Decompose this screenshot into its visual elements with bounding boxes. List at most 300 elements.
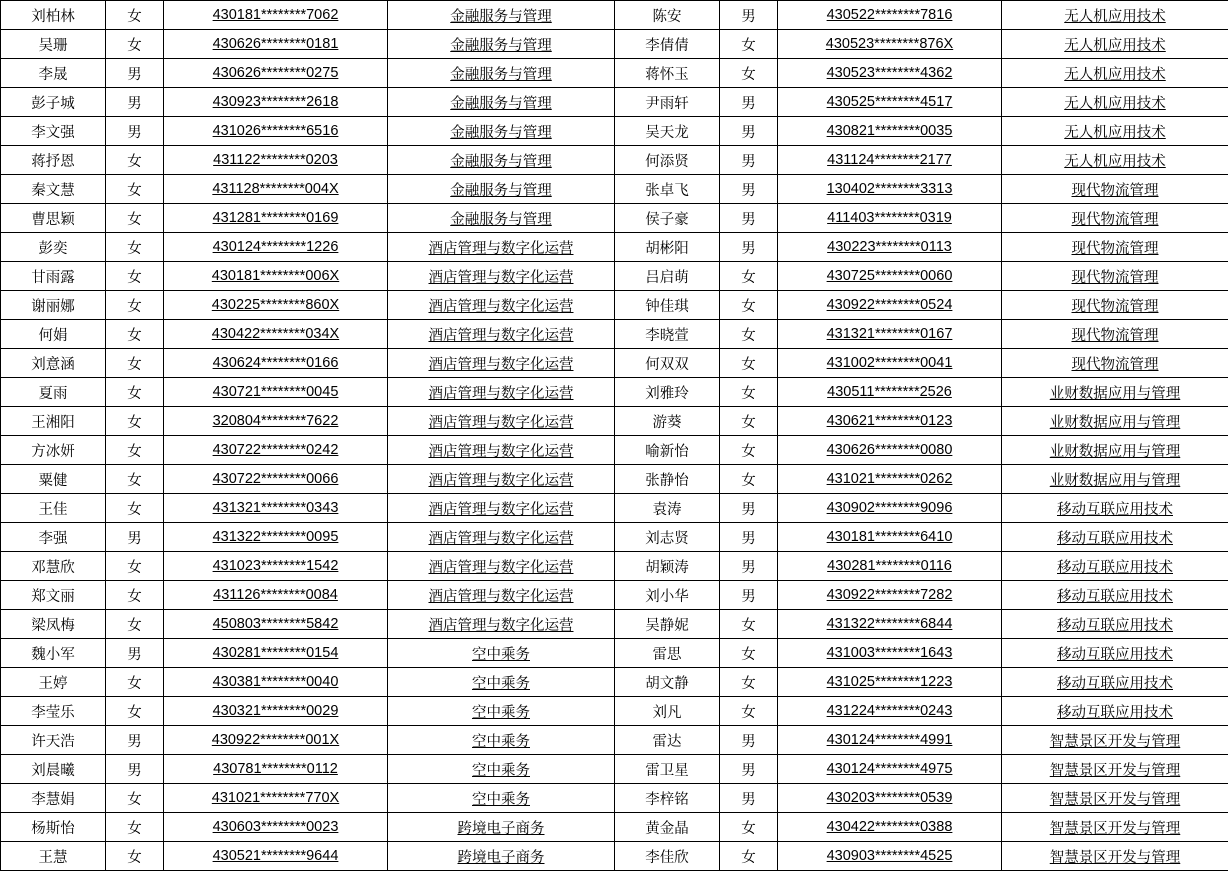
major-text: 酒店管理与数字化运营 <box>429 328 574 344</box>
cell-student-id-number <box>778 1 1002 30</box>
major-text: 无人机应用技术 <box>1064 9 1166 25</box>
major-text: 现代物流管理 <box>1072 241 1159 257</box>
cell-student-id-number <box>778 59 1002 88</box>
cell-student-gender: 女 <box>106 697 164 726</box>
cell-student-major <box>1002 1 1228 30</box>
cell-student-id-number <box>778 552 1002 581</box>
table-row <box>1 175 1228 204</box>
id-number-text: 431021********770X <box>212 790 339 806</box>
cell-student-major <box>388 755 615 784</box>
id-number-text: 430203********0539 <box>827 790 953 806</box>
cell-student-gender: 女 <box>106 291 164 320</box>
table-row <box>1 436 1228 465</box>
cell-student-gender: 女 <box>106 175 164 204</box>
cell-student-id-number <box>164 465 388 494</box>
id-number-text: 430624********0166 <box>213 355 339 371</box>
cell-student-id-number <box>164 610 388 639</box>
cell-student-id-number <box>778 697 1002 726</box>
cell-student-gender: 男 <box>720 494 778 523</box>
id-number-text: 430603********0023 <box>213 819 339 835</box>
id-number-text: 430521********9644 <box>213 848 339 864</box>
cell-student-name: 钟佳琪 <box>615 291 720 320</box>
major-text: 移动互联应用技术 <box>1057 502 1173 518</box>
id-number-text: 411403********0319 <box>827 210 952 226</box>
major-text: 无人机应用技术 <box>1064 96 1166 112</box>
cell-student-id-number <box>778 639 1002 668</box>
cell-student-name: 李晟 <box>1 59 106 88</box>
major-text: 酒店管理与数字化运营 <box>429 531 574 547</box>
cell-student-major <box>388 88 615 117</box>
cell-student-id-number <box>164 262 388 291</box>
cell-student-gender: 男 <box>106 59 164 88</box>
major-text: 空中乘务 <box>472 705 530 721</box>
major-text: 酒店管理与数字化运营 <box>429 473 574 489</box>
id-number-text: 430922********7282 <box>827 587 953 603</box>
cell-student-name: 吕启萌 <box>615 262 720 291</box>
cell-student-name: 雷卫星 <box>615 755 720 784</box>
cell-student-gender: 男 <box>106 639 164 668</box>
cell-student-gender: 女 <box>720 813 778 842</box>
cell-student-name: 刘意涵 <box>1 349 106 378</box>
major-text: 酒店管理与数字化运营 <box>429 357 574 373</box>
cell-student-major <box>1002 523 1228 552</box>
cell-student-major <box>1002 117 1228 146</box>
cell-student-name: 梁凤梅 <box>1 610 106 639</box>
table-row <box>1 581 1228 610</box>
cell-student-major <box>1002 465 1228 494</box>
cell-student-id-number <box>164 523 388 552</box>
id-number-text: 430281********0116 <box>827 558 952 574</box>
cell-student-major <box>1002 755 1228 784</box>
cell-student-name: 刘志贤 <box>615 523 720 552</box>
cell-student-id-number <box>164 668 388 697</box>
cell-student-id-number <box>778 30 1002 59</box>
major-text: 酒店管理与数字化运营 <box>429 589 574 605</box>
major-text: 移动互联应用技术 <box>1057 647 1173 663</box>
id-number-text: 430281********0154 <box>213 645 339 661</box>
cell-student-name: 秦文慧 <box>1 175 106 204</box>
cell-student-gender: 女 <box>720 465 778 494</box>
id-number-text: 430626********0275 <box>213 65 339 81</box>
cell-student-major <box>388 639 615 668</box>
cell-student-gender: 女 <box>720 436 778 465</box>
cell-student-id-number <box>164 59 388 88</box>
cell-student-name: 曹思颖 <box>1 204 106 233</box>
cell-student-gender: 女 <box>106 233 164 262</box>
cell-student-major <box>1002 349 1228 378</box>
cell-student-name: 彭子城 <box>1 88 106 117</box>
table-row <box>1 465 1228 494</box>
cell-student-id-number <box>778 465 1002 494</box>
cell-student-name: 刘柏林 <box>1 1 106 30</box>
cell-student-id-number <box>164 494 388 523</box>
cell-student-gender: 女 <box>106 610 164 639</box>
cell-student-major <box>388 175 615 204</box>
cell-student-name: 吴静妮 <box>615 610 720 639</box>
major-text: 酒店管理与数字化运营 <box>429 386 574 402</box>
cell-student-id-number <box>164 842 388 871</box>
cell-student-major <box>1002 842 1228 871</box>
cell-student-name: 李莹乐 <box>1 697 106 726</box>
id-number-text: 430922********001X <box>212 732 339 748</box>
cell-student-id-number <box>164 726 388 755</box>
id-number-text: 430626********0181 <box>213 36 339 52</box>
major-text: 移动互联应用技术 <box>1057 531 1173 547</box>
table-row <box>1 320 1228 349</box>
cell-student-gender: 女 <box>106 262 164 291</box>
major-text: 酒店管理与数字化运营 <box>429 241 574 257</box>
major-text: 跨境电子商务 <box>458 850 545 866</box>
cell-student-major <box>388 30 615 59</box>
cell-student-name: 郑文丽 <box>1 581 106 610</box>
cell-student-major <box>388 262 615 291</box>
cell-student-gender: 女 <box>106 1 164 30</box>
major-text: 空中乘务 <box>472 734 530 750</box>
cell-student-id-number <box>778 813 1002 842</box>
id-number-text: 320804********7622 <box>213 413 339 429</box>
cell-student-id-number <box>164 349 388 378</box>
id-number-text: 430725********0060 <box>827 268 953 284</box>
major-text: 空中乘务 <box>472 763 530 779</box>
cell-student-id-number <box>164 175 388 204</box>
cell-student-gender: 男 <box>720 117 778 146</box>
cell-student-name: 何添贤 <box>615 146 720 175</box>
id-number-text: 431023********1542 <box>213 558 339 574</box>
cell-student-name: 李慧娟 <box>1 784 106 813</box>
table-row <box>1 552 1228 581</box>
cell-student-id-number <box>164 1 388 30</box>
cell-student-gender: 男 <box>720 726 778 755</box>
major-text: 酒店管理与数字化运营 <box>429 560 574 576</box>
cell-student-id-number <box>164 30 388 59</box>
cell-student-gender: 女 <box>720 610 778 639</box>
cell-student-gender: 女 <box>106 813 164 842</box>
cell-student-gender: 女 <box>106 204 164 233</box>
cell-student-name: 刘雅玲 <box>615 378 720 407</box>
cell-student-id-number <box>778 349 1002 378</box>
cell-student-major <box>388 59 615 88</box>
table-row <box>1 30 1228 59</box>
major-text: 酒店管理与数字化运营 <box>429 444 574 460</box>
table-row <box>1 726 1228 755</box>
major-text: 金融服务与管理 <box>450 183 552 199</box>
cell-student-major <box>1002 726 1228 755</box>
cell-student-id-number <box>164 784 388 813</box>
cell-student-gender: 女 <box>720 378 778 407</box>
id-number-text: 430626********0080 <box>827 442 953 458</box>
cell-student-gender: 男 <box>720 233 778 262</box>
cell-student-gender: 男 <box>106 755 164 784</box>
table-row <box>1 146 1228 175</box>
cell-student-name: 谢丽娜 <box>1 291 106 320</box>
cell-student-name: 刘凡 <box>615 697 720 726</box>
cell-student-gender: 女 <box>106 378 164 407</box>
cell-student-major <box>388 436 615 465</box>
cell-student-name: 袁涛 <box>615 494 720 523</box>
cell-student-id-number <box>164 436 388 465</box>
table-row <box>1 117 1228 146</box>
cell-student-major <box>1002 59 1228 88</box>
cell-student-major <box>388 697 615 726</box>
cell-student-id-number <box>164 146 388 175</box>
cell-student-major <box>388 146 615 175</box>
cell-student-gender: 女 <box>720 291 778 320</box>
cell-student-gender: 男 <box>106 726 164 755</box>
cell-student-id-number <box>778 842 1002 871</box>
id-number-text: 431124********2177 <box>827 152 952 168</box>
cell-student-name: 吴天龙 <box>615 117 720 146</box>
cell-student-major <box>1002 204 1228 233</box>
id-number-text: 430321********0029 <box>213 703 339 719</box>
cell-student-id-number <box>778 262 1002 291</box>
cell-student-gender: 女 <box>106 436 164 465</box>
major-text: 无人机应用技术 <box>1064 38 1166 54</box>
cell-student-id-number <box>778 204 1002 233</box>
cell-student-name: 胡颖涛 <box>615 552 720 581</box>
table-row <box>1 842 1228 871</box>
cell-student-name: 李佳欣 <box>615 842 720 871</box>
id-number-text: 430381********0040 <box>213 674 339 690</box>
table-row <box>1 349 1228 378</box>
major-text: 现代物流管理 <box>1072 357 1159 373</box>
major-text: 业财数据应用与管理 <box>1050 473 1181 489</box>
cell-student-gender: 女 <box>720 697 778 726</box>
cell-student-name: 游葵 <box>615 407 720 436</box>
major-text: 现代物流管理 <box>1072 328 1159 344</box>
cell-student-id-number <box>778 726 1002 755</box>
major-text: 金融服务与管理 <box>450 96 552 112</box>
cell-student-id-number <box>164 813 388 842</box>
cell-student-name: 王佳 <box>1 494 106 523</box>
cell-student-gender: 男 <box>720 784 778 813</box>
cell-student-id-number <box>164 639 388 668</box>
cell-student-id-number <box>164 117 388 146</box>
cell-student-gender: 男 <box>720 552 778 581</box>
cell-student-name: 张静怡 <box>615 465 720 494</box>
cell-student-major <box>1002 291 1228 320</box>
major-text: 无人机应用技术 <box>1064 125 1166 141</box>
cell-student-major <box>388 291 615 320</box>
cell-student-gender: 男 <box>720 523 778 552</box>
major-text: 金融服务与管理 <box>450 125 552 141</box>
cell-student-name: 侯子豪 <box>615 204 720 233</box>
major-text: 现代物流管理 <box>1072 212 1159 228</box>
major-text: 无人机应用技术 <box>1064 67 1166 83</box>
table-row <box>1 262 1228 291</box>
cell-student-gender: 男 <box>106 117 164 146</box>
cell-student-id-number <box>778 755 1002 784</box>
cell-student-name: 方冰妍 <box>1 436 106 465</box>
cell-student-gender: 女 <box>106 30 164 59</box>
major-text: 金融服务与管理 <box>450 9 552 25</box>
cell-student-gender: 女 <box>106 552 164 581</box>
cell-student-name: 杨斯怡 <box>1 813 106 842</box>
major-text: 空中乘务 <box>472 676 530 692</box>
cell-student-id-number <box>778 117 1002 146</box>
cell-student-name: 粟健 <box>1 465 106 494</box>
cell-student-gender: 女 <box>106 146 164 175</box>
major-text: 智慧景区开发与管理 <box>1050 792 1181 808</box>
cell-student-id-number <box>164 320 388 349</box>
cell-student-major <box>388 813 615 842</box>
cell-student-name: 胡文静 <box>615 668 720 697</box>
table-row <box>1 378 1228 407</box>
cell-student-gender: 女 <box>720 59 778 88</box>
table-row <box>1 755 1228 784</box>
table-row <box>1 813 1228 842</box>
cell-student-major <box>1002 813 1228 842</box>
cell-student-name: 夏雨 <box>1 378 106 407</box>
id-number-text: 431281********0169 <box>213 210 339 226</box>
cell-student-name: 吴珊 <box>1 30 106 59</box>
cell-student-name: 蒋抒恩 <box>1 146 106 175</box>
cell-student-major <box>388 523 615 552</box>
cell-student-name: 彭奕 <box>1 233 106 262</box>
cell-student-name: 何双双 <box>615 349 720 378</box>
cell-student-major <box>1002 146 1228 175</box>
id-number-text: 430223********0113 <box>827 239 952 255</box>
cell-student-name: 张卓飞 <box>615 175 720 204</box>
cell-student-id-number <box>164 204 388 233</box>
major-text: 移动互联应用技术 <box>1057 560 1173 576</box>
cell-student-name: 王慧 <box>1 842 106 871</box>
table-row <box>1 291 1228 320</box>
id-number-text: 430422********0388 <box>827 819 953 835</box>
table-row <box>1 668 1228 697</box>
cell-student-major <box>1002 262 1228 291</box>
cell-student-major <box>388 378 615 407</box>
cell-student-major <box>388 465 615 494</box>
cell-student-name: 许天浩 <box>1 726 106 755</box>
major-text: 酒店管理与数字化运营 <box>429 502 574 518</box>
id-number-text: 430722********0066 <box>213 471 339 487</box>
cell-student-id-number <box>164 88 388 117</box>
table-row <box>1 59 1228 88</box>
cell-student-gender: 男 <box>720 1 778 30</box>
id-number-text: 430821********0035 <box>827 123 953 139</box>
cell-student-major <box>388 610 615 639</box>
cell-student-id-number <box>778 175 1002 204</box>
cell-student-name: 胡彬阳 <box>615 233 720 262</box>
major-text: 业财数据应用与管理 <box>1050 415 1181 431</box>
cell-student-name: 李梓铭 <box>615 784 720 813</box>
cell-student-gender: 女 <box>106 349 164 378</box>
id-number-text: 430124********1226 <box>213 239 339 255</box>
table-row <box>1 639 1228 668</box>
id-number-text: 450803********5842 <box>213 616 339 632</box>
table-row <box>1 233 1228 262</box>
cell-student-gender: 女 <box>106 668 164 697</box>
id-number-text: 430124********4991 <box>827 732 953 748</box>
id-number-text: 430225********860X <box>212 297 339 313</box>
id-number-text: 430722********0242 <box>213 442 339 458</box>
cell-student-id-number <box>778 784 1002 813</box>
cell-student-major <box>388 117 615 146</box>
cell-student-id-number <box>778 407 1002 436</box>
cell-student-gender: 男 <box>720 175 778 204</box>
cell-student-name: 魏小军 <box>1 639 106 668</box>
cell-student-id-number <box>164 581 388 610</box>
cell-student-id-number <box>778 523 1002 552</box>
cell-student-id-number <box>164 552 388 581</box>
major-text: 跨境电子商务 <box>458 821 545 837</box>
cell-student-name: 刘小华 <box>615 581 720 610</box>
cell-student-name: 邓慧欣 <box>1 552 106 581</box>
id-number-text: 431321********0167 <box>827 326 953 342</box>
id-number-text: 430523********876X <box>826 36 953 52</box>
cell-student-gender: 男 <box>720 755 778 784</box>
id-number-text: 431002********0041 <box>827 355 953 371</box>
major-text: 智慧景区开发与管理 <box>1050 763 1181 779</box>
id-number-text: 430923********2618 <box>213 94 339 110</box>
cell-student-major <box>388 494 615 523</box>
id-number-text: 430781********0112 <box>213 761 338 777</box>
cell-student-major <box>388 407 615 436</box>
cell-student-gender: 女 <box>106 320 164 349</box>
cell-student-name: 蒋怀玉 <box>615 59 720 88</box>
cell-student-id-number <box>164 233 388 262</box>
id-number-text: 430181********006X <box>212 268 339 284</box>
cell-student-id-number <box>778 233 1002 262</box>
cell-student-major <box>388 784 615 813</box>
cell-student-major <box>1002 407 1228 436</box>
id-number-text: 430181********6410 <box>827 529 953 545</box>
cell-student-gender: 女 <box>106 494 164 523</box>
cell-student-gender: 女 <box>720 668 778 697</box>
cell-student-id-number <box>778 378 1002 407</box>
table-row <box>1 407 1228 436</box>
major-text: 业财数据应用与管理 <box>1050 444 1181 460</box>
cell-student-id-number <box>778 146 1002 175</box>
id-number-text: 430922********0524 <box>827 297 953 313</box>
cell-student-major <box>1002 581 1228 610</box>
major-text: 酒店管理与数字化运营 <box>429 270 574 286</box>
cell-student-major <box>1002 639 1228 668</box>
cell-student-major <box>1002 668 1228 697</box>
major-text: 空中乘务 <box>472 792 530 808</box>
cell-student-name: 甘雨露 <box>1 262 106 291</box>
major-text: 移动互联应用技术 <box>1057 589 1173 605</box>
cell-student-major <box>388 552 615 581</box>
cell-student-name: 陈安 <box>615 1 720 30</box>
major-text: 无人机应用技术 <box>1064 154 1166 170</box>
cell-student-gender: 男 <box>720 88 778 117</box>
cell-student-name: 李强 <box>1 523 106 552</box>
cell-student-id-number <box>778 494 1002 523</box>
cell-student-name: 刘晨曦 <box>1 755 106 784</box>
cell-student-major <box>388 581 615 610</box>
id-number-text: 431224********0243 <box>827 703 953 719</box>
cell-student-name: 雷达 <box>615 726 720 755</box>
cell-student-id-number <box>164 291 388 320</box>
major-text: 金融服务与管理 <box>450 212 552 228</box>
cell-student-major <box>1002 233 1228 262</box>
cell-student-major <box>1002 88 1228 117</box>
major-text: 酒店管理与数字化运营 <box>429 415 574 431</box>
cell-student-major <box>1002 436 1228 465</box>
cell-student-name: 王湘阳 <box>1 407 106 436</box>
cell-student-major <box>1002 697 1228 726</box>
cell-student-name: 喻新怡 <box>615 436 720 465</box>
id-number-text: 430522********7816 <box>827 7 953 23</box>
cell-student-id-number <box>164 407 388 436</box>
cell-student-name: 李晓萱 <box>615 320 720 349</box>
cell-student-major <box>1002 610 1228 639</box>
major-text: 金融服务与管理 <box>450 38 552 54</box>
table-row <box>1 697 1228 726</box>
id-number-text: 430902********9096 <box>827 500 953 516</box>
cell-student-gender: 女 <box>106 581 164 610</box>
